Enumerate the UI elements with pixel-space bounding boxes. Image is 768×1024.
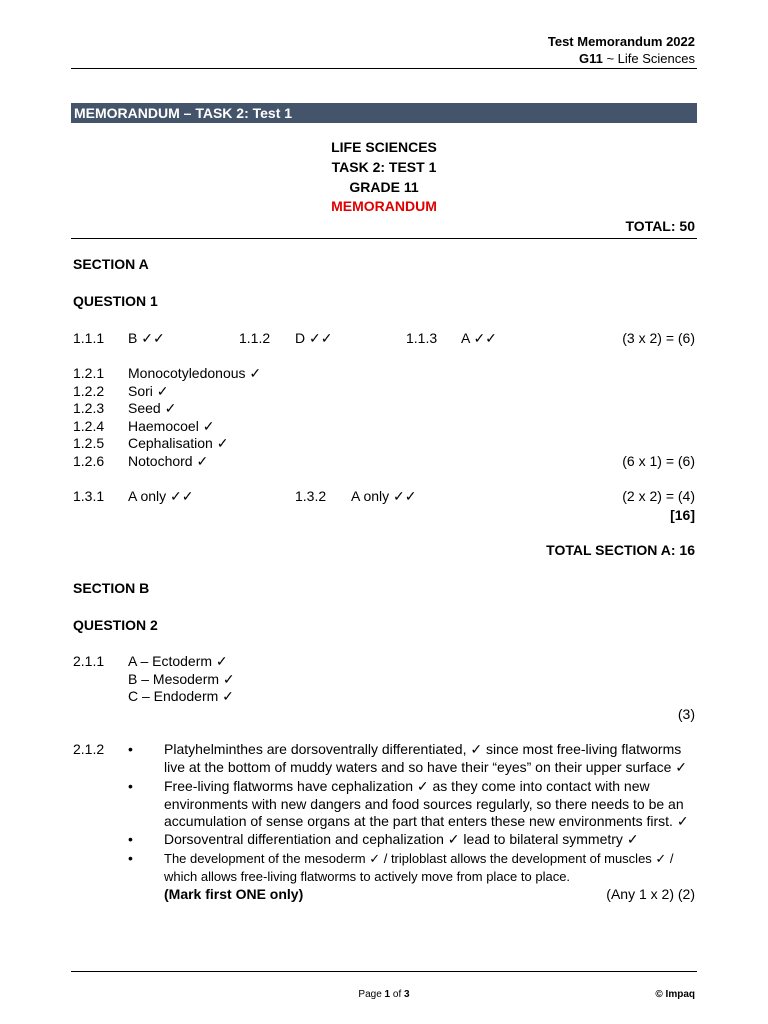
document-subtitle xyxy=(579,51,695,66)
footer-rule xyxy=(71,971,697,972)
page-prefix: Page xyxy=(358,989,385,1000)
subject-label: ~ Life Sciences xyxy=(606,51,695,66)
document-title: Test Memorandum 2022 xyxy=(547,34,695,49)
page-of: of xyxy=(390,989,405,1000)
q12-number: 1.2.5 xyxy=(73,435,105,451)
q132-answer: A only ✓✓ xyxy=(351,488,417,504)
q212-bullet-4-line: which allows free-living flatworms to actively move from place to place. xyxy=(164,869,571,884)
title-rule xyxy=(71,238,697,239)
question-2-heading: QUESTION 2 xyxy=(73,617,158,633)
q212-bullet-1-line: live at the bottom of muddy waters and so have their “eyes” on their upper surface ✓ xyxy=(164,759,687,775)
subject-heading: LIFE SCIENCES xyxy=(331,139,437,155)
grade-label: G11 xyxy=(578,51,603,66)
q12-number: 1.2.2 xyxy=(73,383,105,399)
q112-number: 1.1.2 xyxy=(239,330,271,346)
q113-number: 1.1.3 xyxy=(406,330,438,346)
section-a-heading: SECTION A xyxy=(73,256,149,272)
q212-bullet-4-line: The development of the mesoderm ✓ / triploblast allows the development of muscles ✓ / xyxy=(164,851,674,866)
q11-marks: (3 x 2) = (6) xyxy=(622,330,695,346)
q12-answer: Notochord ✓ xyxy=(128,453,209,469)
q12-answer: Seed ✓ xyxy=(128,400,177,416)
q12-answer: Cephalisation ✓ xyxy=(128,435,229,451)
q212-bullet-2-line: environments with new dangers and food sources regularly, so there needs to be an xyxy=(164,796,684,812)
q212-bullet-3-line: Dorsoventral differentiation and cephalization ✓ lead to bilateral symmetry ✓ xyxy=(164,831,639,847)
q12-number: 1.2.3 xyxy=(73,400,105,416)
section-a-total: TOTAL SECTION A: 16 xyxy=(546,542,695,558)
q132-number: 1.3.2 xyxy=(295,488,327,504)
memo-banner xyxy=(71,103,697,123)
bullet-icon: • xyxy=(128,850,133,866)
q211-number: 2.1.1 xyxy=(73,653,105,669)
q12-number: 1.2.6 xyxy=(73,453,105,469)
q12-marks: (6 x 1) = (6) xyxy=(622,453,695,469)
bullet-icon: • xyxy=(128,778,133,794)
q212-bullet-2-line: accumulation of sense organs at the part that enters these new environments first. ✓ xyxy=(164,813,689,829)
header-rule xyxy=(71,68,697,69)
question-1-heading: QUESTION 1 xyxy=(73,293,158,309)
q111-answer: B ✓✓ xyxy=(128,330,165,346)
memorandum-heading: MEMORANDUM xyxy=(331,198,437,214)
q112-answer: D ✓✓ xyxy=(295,330,333,346)
question-1-total: [16] xyxy=(670,507,695,523)
q212-bullet-2-line: Free-living flatworms have cephalization ✓ as they come into contact with new xyxy=(164,778,650,794)
q211-answer-line: C – Endoderm ✓ xyxy=(128,688,234,704)
q212-note: (Mark first ONE only) xyxy=(164,886,304,902)
q111-number: 1.1.1 xyxy=(73,330,105,346)
copyright-notice: © Impaq xyxy=(655,989,695,1000)
q12-answer: Monocotyledonous ✓ xyxy=(128,365,262,381)
q12-number: 1.2.4 xyxy=(73,418,105,434)
q211-marks: (3) xyxy=(677,706,695,722)
page-number: 1 xyxy=(384,989,391,1000)
page-indicator xyxy=(0,989,768,1000)
q12-number: 1.2.1 xyxy=(73,365,105,381)
q131-number: 1.3.1 xyxy=(73,488,105,504)
q13-marks: (2 x 2) = (4) xyxy=(622,488,695,504)
q113-answer: A ✓✓ xyxy=(461,330,497,346)
page-total: 3 xyxy=(404,989,410,1000)
q211-answer-line: A – Ectoderm ✓ xyxy=(128,653,228,669)
q12-answer: Haemocoel ✓ xyxy=(128,418,215,434)
total-marks: TOTAL: 50 xyxy=(625,218,695,234)
q212-bullet-1-line: Platyhelminthes are dorsoventrally differentiated, ✓ since most free-living flatworms xyxy=(164,741,682,757)
section-b-heading: SECTION B xyxy=(73,580,150,596)
q212-marks: (Any 1 x 2) (2) xyxy=(606,886,695,902)
q131-answer: A only ✓✓ xyxy=(128,488,194,504)
q212-number: 2.1.2 xyxy=(73,741,105,757)
memo-banner-text: MEMORANDUM – TASK 2: Test 1 xyxy=(74,105,293,121)
grade-heading: GRADE 11 xyxy=(349,179,419,195)
q12-answer: Sori ✓ xyxy=(128,383,169,399)
task-heading: TASK 2: TEST 1 xyxy=(331,159,437,175)
bullet-icon: • xyxy=(128,741,133,757)
bullet-icon: • xyxy=(128,831,133,847)
q211-answer-line: B – Mesoderm ✓ xyxy=(128,671,235,687)
